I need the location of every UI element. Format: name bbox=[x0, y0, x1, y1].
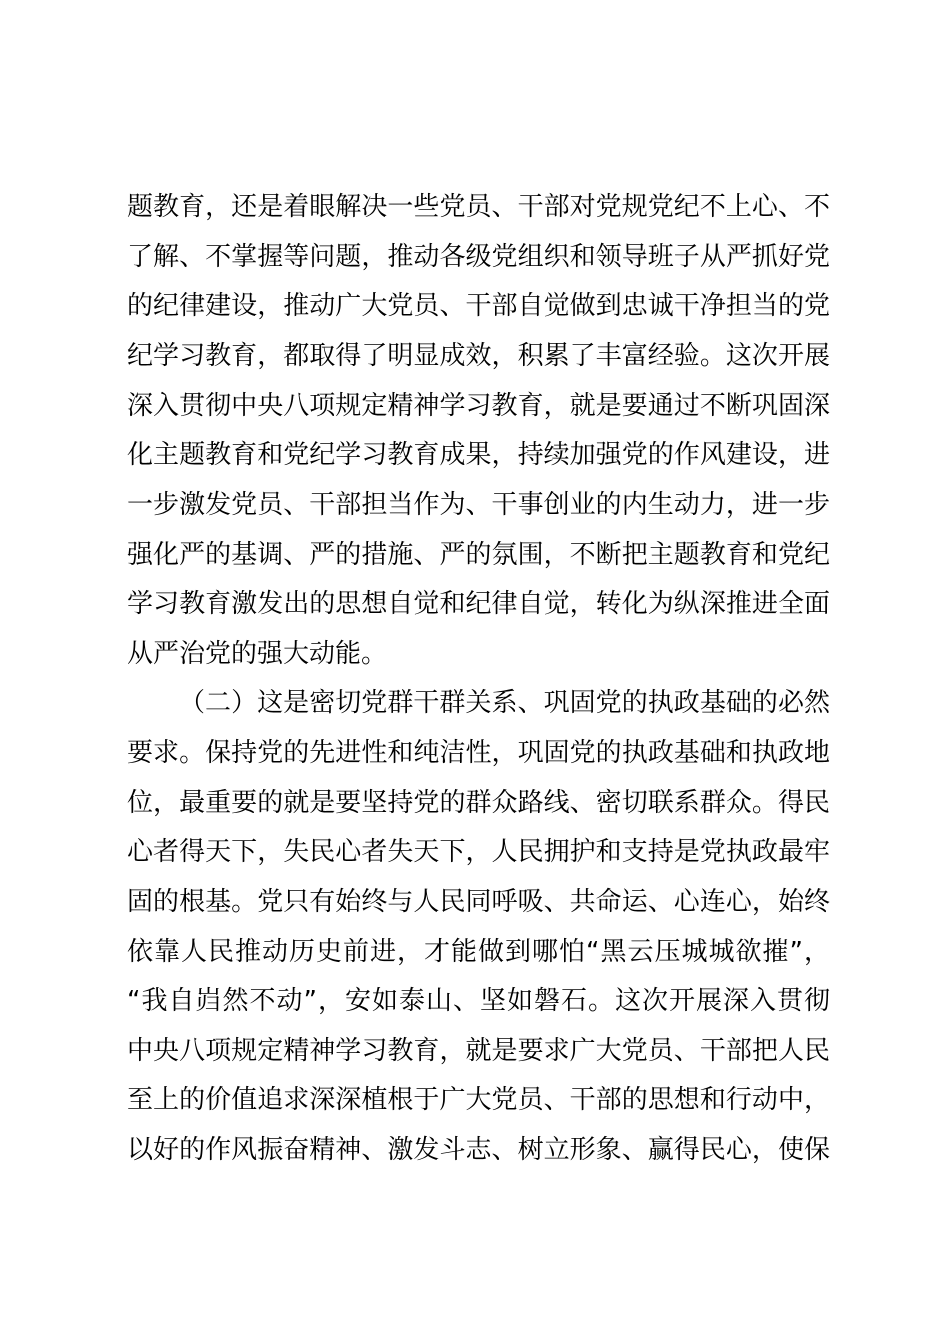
text-line: 学习教育激发出的思想自觉和纪律自觉，转化为纵深推进全面 bbox=[127, 589, 830, 619]
text-line: 纪学习教育，都取得了明显成效，积累了丰富经验。这次开展 bbox=[127, 341, 830, 371]
text-line: 位，最重要的就是要坚持党的群众路线、密切联系群众。得民 bbox=[127, 788, 830, 818]
text-line: 固的根基。党只有始终与人民同呼吸、共命运、心连心，始终 bbox=[127, 887, 830, 917]
text-line: 心者得天下，失民心者失天下，人民拥护和支持是党执政最牢 bbox=[127, 837, 830, 867]
text-line: 以好的作风振奋精神、激发斗志、树立形象、赢得民心，使保 bbox=[127, 1135, 830, 1165]
text-line: 的纪律建设，推动广大党员、干部自觉做到忠诚干净担当的党 bbox=[127, 291, 830, 321]
text-line: 深入贯彻中央八项规定精神学习教育，就是要通过不断巩固深 bbox=[127, 391, 830, 421]
text-line: 强化严的基调、严的措施、严的氛围，不断把主题教育和党纪 bbox=[127, 540, 830, 570]
text-line: 依靠人民推动历史前进，才能做到哪怕“黑云压城城欲摧”， bbox=[127, 937, 830, 967]
text-line: 化主题教育和党纪学习教育成果，持续加强党的作风建设，进 bbox=[127, 440, 830, 470]
text-line: 中央八项规定精神学习教育，就是要求广大党员、干部把人民 bbox=[127, 1036, 830, 1066]
section-heading-line: （二）这是密切党群干群关系、巩固党的执政基础的必然 bbox=[179, 688, 830, 718]
text-line: 了解、不掌握等问题，推动各级党组织和领导班子从严抓好党 bbox=[127, 242, 830, 272]
text-line: 从严治党的强大动能。 bbox=[127, 639, 388, 669]
text-line: 一步激发党员、干部担当作为、干事创业的内生动力，进一步 bbox=[127, 490, 830, 520]
text-line: 至上的价值追求深深植根于广大党员、干部的思想和行动中， bbox=[127, 1085, 830, 1115]
text-line: “我自岿然不动”，安如泰山、坚如磐石。这次开展深入贯彻 bbox=[127, 986, 830, 1016]
text-line: 题教育，还是着眼解决一些党员、干部对党规党纪不上心、不 bbox=[127, 192, 830, 222]
text-line: 要求。保持党的先进性和纯洁性，巩固党的执政基础和执政地 bbox=[127, 738, 830, 768]
